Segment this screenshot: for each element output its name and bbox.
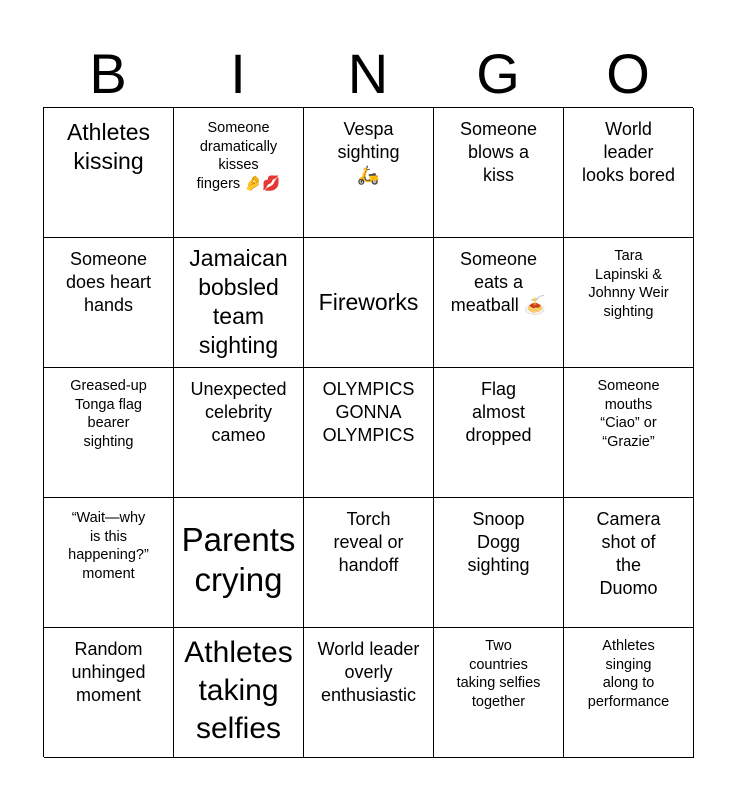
bingo-cell[interactable] [44,368,174,498]
bingo-cell[interactable] [304,368,434,498]
header-letter-i: I [230,42,246,105]
bingo-cell[interactable] [304,108,434,238]
cell-text: Athletes taking selfies [184,636,293,745]
cell-text: Torch reveal or handoff [333,509,404,575]
bingo-cell[interactable] [44,498,174,628]
header-letter-o: O [606,42,650,105]
cell-text: Someone does heart hands [65,249,152,315]
bingo-cell[interactable] [434,498,564,628]
cell-text: Tara Lapinski & Johnny Weir sighting [588,248,669,320]
cell-text: Random unhinged moment [71,639,146,705]
cell-text: Unexpected celebrity cameo [190,379,287,445]
cell-text: World leader looks bored [581,119,676,185]
bingo-cell[interactable] [174,368,304,498]
cell-text: Jamaican bobsled team sighting [189,245,288,358]
cell-text: Greased-up Tonga flag bearer sighting [70,378,147,450]
cell-text: OLYMPICS GONNA OLYMPICS [322,379,415,445]
bingo-cell[interactable] [44,628,174,758]
cell-text: World leader overly enthusiastic [317,639,420,705]
cell-text: Someone dramatically kisses fingers 🤌💋 [196,120,281,192]
bingo-cell[interactable] [304,628,434,758]
cell-text: “Wait—why is this happening?” moment [68,510,149,582]
bingo-cell[interactable] [174,238,304,368]
bingo-cell[interactable] [434,628,564,758]
cell-text: Parents crying [181,521,296,598]
cell-text: Snoop Dogg sighting [467,509,530,575]
cell-text: Two countries taking selfies together [456,638,541,710]
bingo-cell[interactable] [434,368,564,498]
bingo-cell[interactable] [434,238,564,368]
cell-text: Someone eats a meatball 🍝 [450,249,547,315]
cell-text: Someone blows a kiss [459,119,538,185]
cell-text: Fireworks [318,289,419,315]
bingo-cell[interactable] [174,108,304,238]
cell-text: Athletes kissing [66,119,151,174]
cell-text: Flag almost dropped [465,379,532,445]
bingo-cell[interactable] [434,108,564,238]
bingo-cell[interactable] [304,238,434,368]
header-letter-b: B [89,42,127,105]
cell-text: Camera shot of the Duomo [596,509,661,598]
bingo-cell[interactable] [304,498,434,628]
bingo-cell[interactable] [564,498,694,628]
header-letter-g: G [476,42,520,105]
bingo-cell[interactable] [564,108,694,238]
bingo-cell[interactable] [44,108,174,238]
cell-text: Athletes singing along to performance [587,638,670,710]
bingo-cell[interactable] [564,628,694,758]
cell-text: Vespa sighting 🛵 [337,119,400,185]
bingo-cell[interactable] [564,238,694,368]
bingo-cell[interactable] [44,238,174,368]
bingo-board [43,107,693,757]
bingo-header [43,40,693,108]
bingo-cell[interactable] [174,628,304,758]
bingo-cell[interactable] [174,498,304,628]
header-letter-n: N [347,42,389,105]
bingo-cell[interactable] [564,368,694,498]
cell-text: Someone mouths “Ciao” or “Grazie” [597,378,660,450]
